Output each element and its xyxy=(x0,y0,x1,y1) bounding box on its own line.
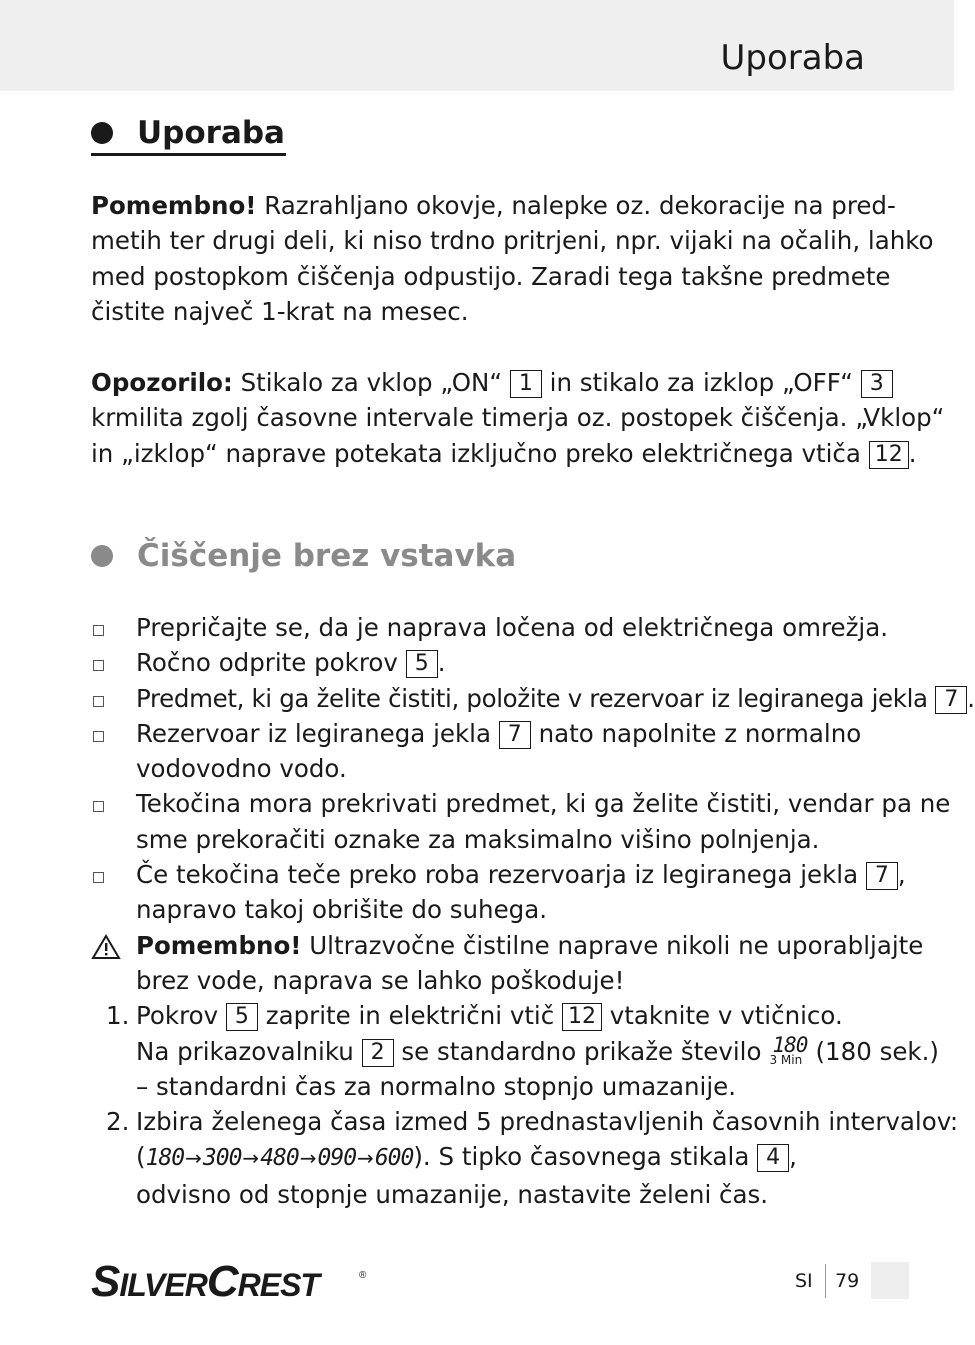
item-text: sme prekoračiti oznake za maksimalno višino polnjenja. xyxy=(136,824,820,854)
ref-box: 1 xyxy=(510,370,542,398)
ref-box: 7 xyxy=(866,862,898,890)
step-item xyxy=(91,1104,959,1212)
arrow-right-icon: → xyxy=(299,1146,317,1171)
display-readout-icon xyxy=(769,1032,809,1067)
step-item xyxy=(91,998,939,1104)
section-bullet-icon xyxy=(91,122,113,144)
step-text: vtaknite v vtičnico. xyxy=(609,1001,843,1031)
lcd-value: 180 xyxy=(145,1145,185,1172)
warning-line: krmilita zgolj časovne intervale timerja oz. postopek čiščenja. „Vklop“ xyxy=(91,403,945,433)
lcd-unit: 3 Min xyxy=(769,1052,803,1067)
item-text: Predmet, ki ga želite čistiti, položite v rezervoar iz legiranega jekla xyxy=(136,683,928,713)
list-item xyxy=(91,681,975,716)
lcd-value: 300 xyxy=(202,1145,242,1172)
list-item xyxy=(91,716,881,787)
lcd-value: 480 xyxy=(260,1145,299,1172)
item-text: , xyxy=(897,860,906,890)
item-text: Prepričajte se, da je naprava ločena od električnega omrežja. xyxy=(136,613,889,642)
important-label: Pomembno! xyxy=(91,191,257,220)
list-item xyxy=(91,645,881,680)
item-text: Če tekočina teče preko roba rezervoarja iz legiranega jekla xyxy=(136,860,859,890)
item-text: napravo takoj obrišite do suhega. xyxy=(136,895,548,925)
caution-note xyxy=(91,928,924,999)
ref-box: 5 xyxy=(226,1003,258,1031)
svg-text:®: ® xyxy=(359,1270,367,1281)
step-number: 2. xyxy=(106,1107,130,1137)
ref-box: 5 xyxy=(406,650,438,678)
item-text: Rezervoar iz legiranega jekla xyxy=(136,718,491,748)
caution-text: brez vode, naprava se lahko poškoduje! xyxy=(136,965,625,995)
arrow-right-icon: → xyxy=(242,1146,260,1171)
checkbox-square-icon xyxy=(93,731,104,742)
checkbox-square-icon xyxy=(93,696,104,707)
important-line: metih ter drugi deli, ki niso trdno pritrjeni, npr. vijaki na očalih, lahko xyxy=(91,226,934,256)
list-item xyxy=(91,610,889,645)
step-text: Izbira želenega časa izmed 5 prednastavljenih časovnih intervalov: xyxy=(136,1107,959,1137)
ref-box: 7 xyxy=(935,686,967,714)
important-line: Razrahljano okovje, nalepke oz. dekoracije na pred- xyxy=(264,191,896,220)
important-line: čistite največ 1-krat na mesec. xyxy=(91,296,469,326)
lcd-value: 090 xyxy=(317,1145,357,1172)
footer-divider xyxy=(825,1264,826,1298)
step-text: zaprite in električni vtič xyxy=(265,1001,555,1031)
section-title: Uporaba xyxy=(137,115,285,151)
arrow-right-icon: → xyxy=(357,1146,374,1171)
section-underline xyxy=(91,153,286,156)
section-title: Čiščenje brez vstavka xyxy=(137,538,517,574)
step-text: se standardno prikaže število xyxy=(401,1036,762,1066)
list-item xyxy=(91,857,906,928)
page-number: 79 xyxy=(835,1270,860,1292)
warning-note xyxy=(91,365,945,471)
caution-text: Ultrazvočne čistilne naprave nikoli ne uporabljajte xyxy=(309,930,924,960)
ref-box: 2 xyxy=(362,1039,394,1067)
warning-text: in „izklop“ naprave potekata izključno preko električnega vtiča xyxy=(91,438,861,468)
step-text: Pokrov xyxy=(136,1001,219,1031)
language-code: SI xyxy=(795,1270,813,1292)
ref-box: 4 xyxy=(757,1144,789,1172)
list-item xyxy=(91,786,951,857)
ref-box: 12 xyxy=(869,441,909,469)
warning-text: Stikalo za vklop „ON“ xyxy=(240,368,503,397)
caution-label: Pomembno! xyxy=(136,930,302,960)
svg-text:SILVERCREST: SILVERCREST xyxy=(91,1257,319,1306)
item-text: . xyxy=(967,683,975,713)
warning-text: . xyxy=(908,438,917,468)
lcd-value: 600 xyxy=(374,1145,414,1172)
item-text: vodovodno vodo. xyxy=(136,754,347,784)
section-heading-uporaba xyxy=(91,113,285,153)
section-heading-ciscenje xyxy=(91,536,516,576)
warning-triangle-icon xyxy=(91,934,121,960)
warning-label: Opozorilo: xyxy=(91,368,233,397)
important-note xyxy=(91,188,934,329)
footer-tab xyxy=(871,1262,909,1299)
step-text: , xyxy=(789,1142,797,1172)
item-text: Tekočina mora prekrivati predmet, ki ga želite čistiti, vendar pa ne xyxy=(136,789,951,819)
warning-text: in stikalo za izklop „OFF“ xyxy=(549,368,853,397)
step-text: – standardni čas za normalno stopnjo umazanije. xyxy=(136,1071,736,1101)
section-bullet-icon xyxy=(91,545,113,567)
step-text: (180 sek.) xyxy=(815,1036,939,1066)
ref-box: 12 xyxy=(562,1003,602,1031)
ref-box: 3 xyxy=(861,370,893,398)
item-text: Ročno odprite pokrov xyxy=(136,648,398,678)
step-text: ( xyxy=(136,1142,146,1172)
checkbox-square-icon xyxy=(93,801,104,812)
important-line: med postopkom čiščenja odpustijo. Zaradi tega takšne predmete xyxy=(91,261,891,291)
step-text: ). S tipko časovnega stikala xyxy=(413,1142,750,1172)
arrow-right-icon: → xyxy=(185,1146,202,1171)
checkbox-square-icon xyxy=(93,872,104,883)
step-text: odvisno od stopnje umazanije, nastavite želeni čas. xyxy=(136,1179,769,1209)
silvercrest-logo xyxy=(91,1258,381,1304)
lcd-value: 180 xyxy=(772,1032,808,1057)
checkbox-square-icon xyxy=(93,660,104,671)
instruction-list xyxy=(91,610,975,1212)
checkbox-square-icon xyxy=(93,625,104,636)
item-text: nato napolnite z normalno xyxy=(538,718,862,748)
page-header-title: Uporaba xyxy=(720,38,865,78)
item-text: . xyxy=(437,648,446,678)
ref-box: 7 xyxy=(499,721,531,749)
step-number: 1. xyxy=(106,1001,130,1031)
step-text: Na prikazovalniku xyxy=(136,1036,354,1066)
